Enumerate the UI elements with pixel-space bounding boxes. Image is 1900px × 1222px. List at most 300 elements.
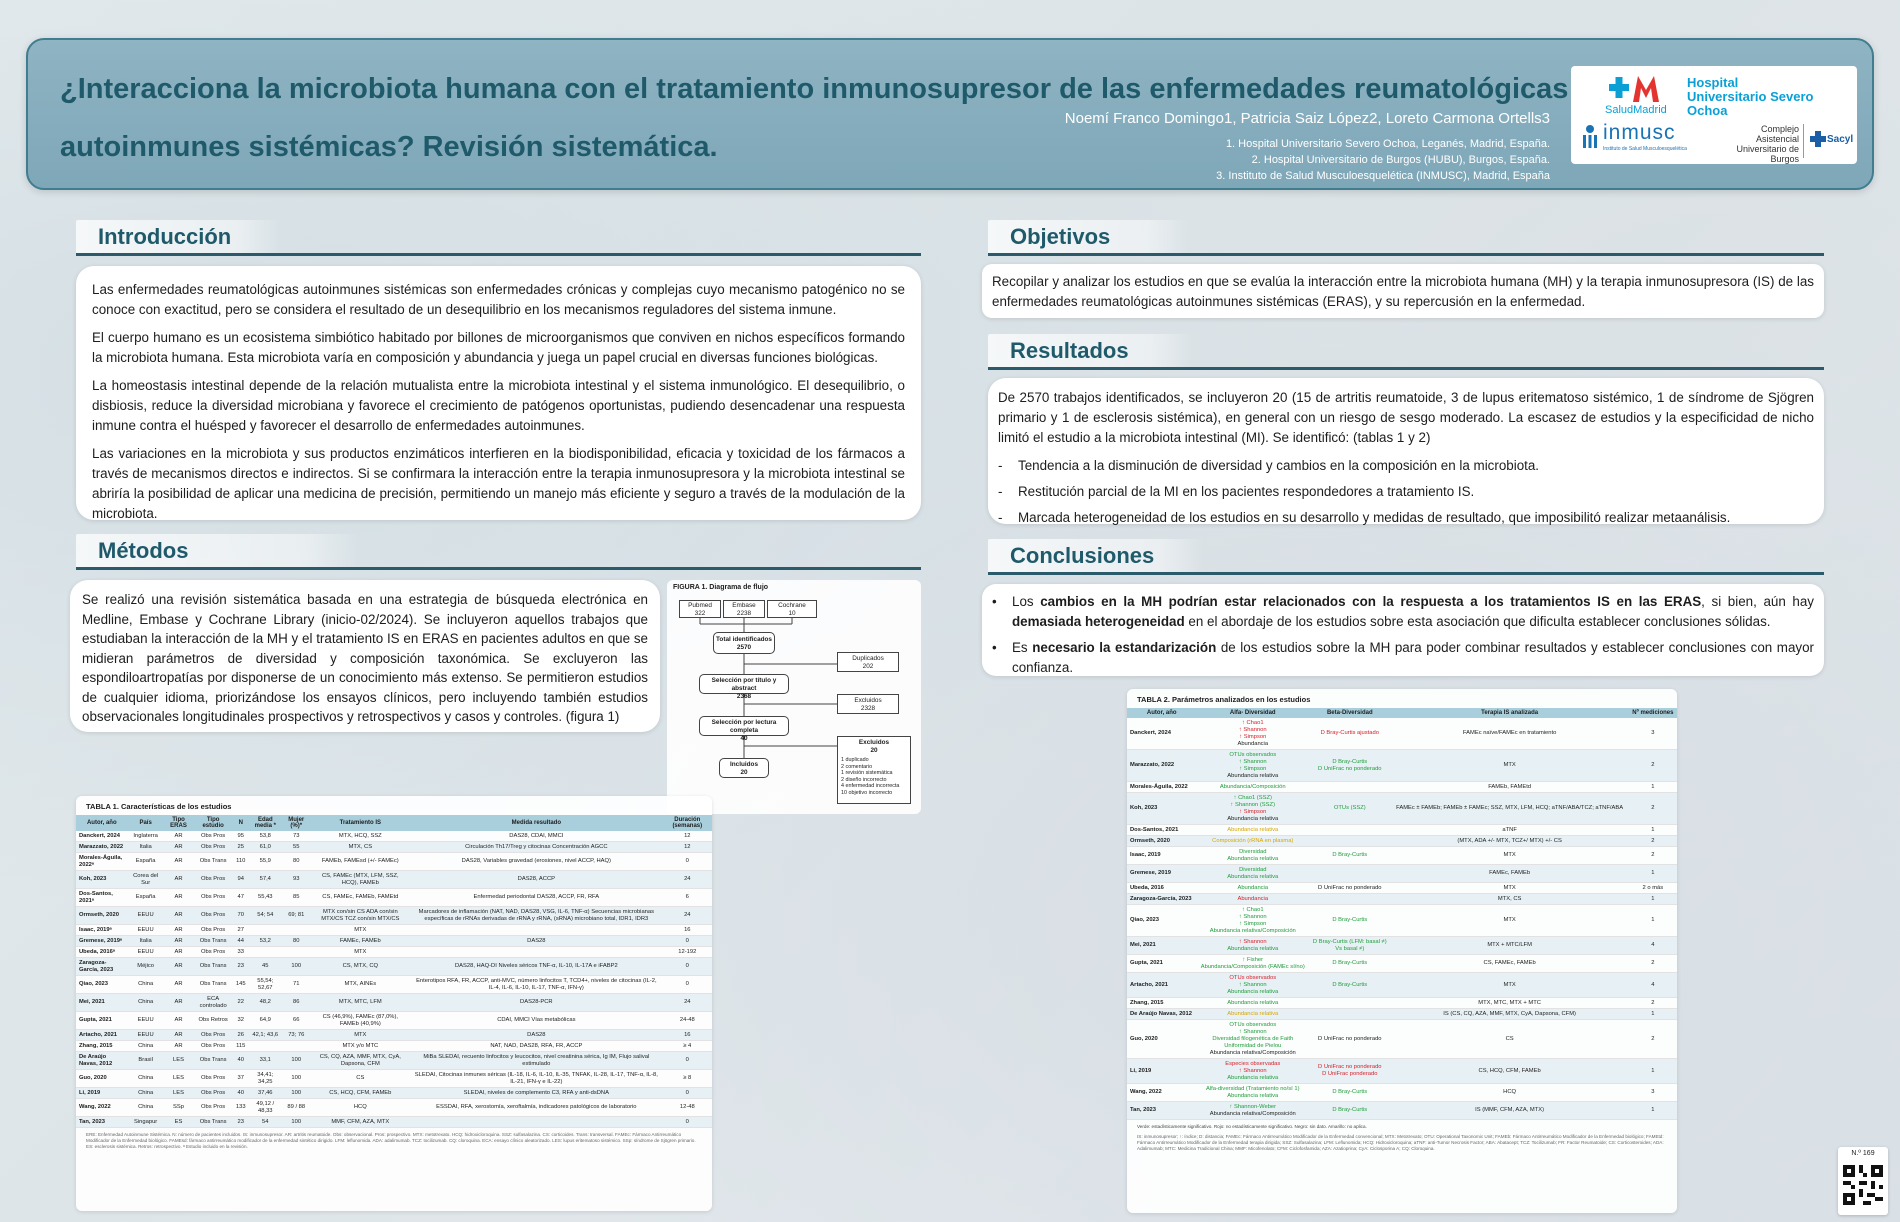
table-1-cell: [282, 947, 311, 958]
table-2-cell: D Bray-Curtis ajustado: [1309, 718, 1391, 750]
table-1-cell: DAS28, ACCP: [410, 871, 663, 889]
affiliations: [1216, 136, 1550, 184]
table-2-cell: CS, FAMEc, FAMEb: [1391, 955, 1629, 973]
resultados-bullet-2: - Restitución parcial de la MI en los pacientes respondedores a tratamiento IS.: [998, 484, 1475, 499]
table-2-cell: D Bray-Curtis: [1309, 1084, 1391, 1102]
flow-source-pubmed: Pubmed 322: [679, 600, 721, 618]
table-2-cell: Artacho, 2021: [1127, 973, 1197, 998]
table-row: [1127, 937, 1677, 955]
table-2-cell: ↑ Shannon-Weber Abundancia relativa/Composición: [1197, 1102, 1310, 1120]
table-1-cell: 86: [282, 994, 311, 1012]
table-row: [1127, 750, 1677, 782]
table-1-cell: 12-192: [663, 947, 712, 958]
table-2-cell: Zhang, 2015: [1127, 998, 1197, 1009]
table-row: [1127, 1102, 1677, 1120]
table-1-cell: 100: [282, 1117, 311, 1128]
table-1-cell: Brasil: [128, 1052, 164, 1070]
flow-diagram: [667, 580, 921, 814]
table-2-cell: Koh, 2023: [1127, 793, 1197, 825]
table-1-cell: 33: [233, 947, 249, 958]
table-2-cell: 2: [1629, 1020, 1677, 1059]
table-2-cell: Guo, 2020: [1127, 1020, 1197, 1059]
table-1-cell: Ubeda, 2016ᵃ: [76, 947, 128, 958]
flow-excluded-1: Excluidos 2328: [837, 694, 899, 714]
table-2-cell: D UniFrac no ponderado: [1309, 883, 1391, 894]
table-row: [1127, 998, 1677, 1009]
table-1-cell: 37: [233, 1070, 249, 1088]
table-2-cell: 1: [1629, 894, 1677, 905]
table-1-cell: 24: [663, 871, 712, 889]
table-1-cell: 24: [663, 907, 712, 925]
table-1-cell: Obs Trans: [193, 1117, 233, 1128]
table-1-cell: Obs Pros: [193, 907, 233, 925]
table-2-cell: FAMEc, FAMEb: [1391, 865, 1629, 883]
table-1-cell: 48,2: [249, 994, 282, 1012]
table-1-cell: Circulación Th17/Treg y citocinas Concentración AGCC: [410, 842, 663, 853]
table-row: [1127, 1084, 1677, 1102]
table-2-cell: CS, HCQ, CFM, FAMEb: [1391, 1059, 1629, 1084]
table-1-cell: AR: [164, 842, 194, 853]
table-1-cell: Guo, 2020: [76, 1070, 128, 1088]
table-1-cell: DAS28: [410, 1030, 663, 1041]
table-2-cell: ↑ Chao1 (SSZ) ↑ Shannon (SSZ) ↑ Simpson Abundancia relativa: [1197, 793, 1310, 825]
table-1-cell: MTX, AINEs: [311, 976, 411, 994]
table-1-cell: [282, 1041, 311, 1052]
table-1-cell: 53,8: [249, 831, 282, 842]
conclusiones-list: [992, 592, 1814, 678]
table-1-cell: Obs Trans: [193, 958, 233, 976]
table-1-cell: EEUU: [128, 925, 164, 936]
flow-identified: Total identificados 2570: [713, 632, 775, 654]
table-1-cell: Marcadores de inflamación (NAT, NAD, DAS28, VSG, IL-6, TNF-α) Secuencias microbianas específicas de rRNAs derivadas de rRNA y rRNA, (sRNA) microbiano total, IDR1, IDR3: [410, 907, 663, 925]
table-1-cell: Obs Trans: [193, 976, 233, 994]
table-2-cell: FAMEc ± FAMEb; FAMEb ± FAMEc; SSZ, MTX, LFM, HCQ; aTNF/ABA/TCZ; aTNF/ABA: [1391, 793, 1629, 825]
table-1-cell: Obs Trans: [193, 853, 233, 871]
table-1-cell: 85: [282, 889, 311, 907]
table-1-cell: 95: [233, 831, 249, 842]
table-2-cell: 3: [1629, 718, 1677, 750]
table-1-cell: 89 / 88: [282, 1099, 311, 1117]
intro-paragraph-3: La homeostasis intestinal depende de la relación mutualista entre la microbiota intestinal y el sistema inmunológico. El desequilibrio, o disbiosis, reduce la diversidad microbiana y favorece el crecimiento de patógenos oportunistas, pudiendo desencadenar una respuesta inmune contra el huésped y favorecer el desarrollo de enfermedades autoinmunes.: [92, 378, 905, 433]
table-2-cell: Ubeda, 2016: [1127, 883, 1197, 894]
inmusc-subtitle: Instituto de Salud Musculoesquelética: [1603, 146, 1687, 152]
table-2-cell: MTX: [1391, 973, 1629, 998]
table-1-cell: AR: [164, 853, 194, 871]
table-1-cell: AR: [164, 925, 194, 936]
table-2-header-cell: Autor, año: [1127, 708, 1197, 718]
table-2-cell: Zaragoza-García, 2023: [1127, 894, 1197, 905]
table-2-cell: 4: [1629, 973, 1677, 998]
table-row: [76, 976, 712, 994]
intro-paragraph-4: Las variaciones en la microbiota y sus productos enzimáticos interfieren en la biodisponibilidad, eficacia y toxicidad de los fármacos a través de mecanismos directos e indirectos. Si se confirmara la interacción entre la terapia inmunosupresora y la microbiota intestinal se abriría la posibilidad de aplicar una medicina de precisión, permitiendo un manejo más eficiente y seguro a través de la modulación de la microbiota.: [92, 446, 905, 521]
section-title-introduccion: Introducción: [76, 220, 281, 254]
table-1-cell: ≥ 8: [663, 1070, 712, 1088]
section-title-conclusiones: Conclusiones: [988, 539, 1203, 573]
table-2-cell: 2: [1629, 955, 1677, 973]
table-1-cell: MTX: [311, 1030, 411, 1041]
table-2-cell: HCQ: [1391, 1084, 1629, 1102]
table-1-cell: 100: [282, 958, 311, 976]
hospital-name: Hospital Universitario Severo Ochoa: [1687, 75, 1814, 118]
table-2-cell: [1309, 836, 1391, 847]
table-1-cell: 16: [663, 1030, 712, 1041]
table-1-cell: Obs Pros: [193, 831, 233, 842]
affiliation-3: 3. Instituto de Salud Musculoesquelética (INMUSC), Madrid, España: [1216, 170, 1550, 182]
table-row: [76, 936, 712, 947]
table-1-cell: 55,9: [249, 853, 282, 871]
table-2-cell: MTX: [1391, 883, 1629, 894]
table-1-cell: [410, 947, 663, 958]
table-row: [1127, 883, 1677, 894]
table-2-cell: OTUs observados ↑ Shannon ↑ Simpson Abundancia relativa: [1197, 750, 1310, 782]
flow-fulltext: Selección por lectura completa 40: [699, 716, 789, 736]
table-2-cell: Abundancia/Composición: [1197, 782, 1310, 793]
table-1-cell: 64,9: [249, 1012, 282, 1030]
table-2-cell: MTX, CS: [1391, 894, 1629, 905]
table-1-cell: 57,4: [249, 871, 282, 889]
table-1-cell: MTX, HCQ, SSZ: [311, 831, 411, 842]
flow-source-embase: Embase 2238: [723, 600, 765, 618]
table-1-cell: AR: [164, 976, 194, 994]
table-row: [76, 947, 712, 958]
table-2-cell: Qiao, 2023: [1127, 905, 1197, 937]
table-1-cell: AR: [164, 958, 194, 976]
table-row: [1127, 718, 1677, 750]
table-row: [76, 871, 712, 889]
sacyl-text: Sacyl: [1827, 134, 1854, 145]
table-2-cell: CS: [1391, 1020, 1629, 1059]
table-1-cell: 145: [233, 976, 249, 994]
resultados-bullet-1: - Tendencia a la disminución de diversidad y cambios en la composición en la microbiota.: [998, 458, 1540, 473]
table-2-cell: 2: [1629, 847, 1677, 865]
table-2-cell: aTNF: [1391, 825, 1629, 836]
table-1-cell: MTX: [311, 947, 411, 958]
table-1-cell: Zhang, 2015: [76, 1041, 128, 1052]
table-2-cell: FAMEb, FAMEtd: [1391, 782, 1629, 793]
table-2-cell: Danckert, 2024: [1127, 718, 1197, 750]
table-1-cell: Ormseth, 2020: [76, 907, 128, 925]
table-1-cell: Méjico: [128, 958, 164, 976]
flow-duplicates: Duplicados 202: [837, 652, 899, 672]
inmusc-logo-icon: [1579, 124, 1601, 155]
table-1-cell: 42,1; 43,6: [249, 1030, 282, 1041]
qr-code-icon[interactable]: [1843, 1165, 1883, 1205]
table-1-cell: CS, MTX, CQ: [311, 958, 411, 976]
table-1-cell: 33,1: [249, 1052, 282, 1070]
table-2-cell: 1: [1629, 1102, 1677, 1120]
flow-diagram-title: FIGURA 1. Diagrama de flujo: [673, 584, 769, 591]
table-row: [76, 958, 712, 976]
table-2-cell: 2: [1629, 793, 1677, 825]
table-1-cell: SLEDAI, Citocinas inmunes séricas (IL-18, IL-6, IL-10, IL-35, TNFAK, IL-28, IL-17, TNF-α, IL-8, IL-21, IFN-γ e IL-22): [410, 1070, 663, 1088]
affiliation-1: 1. Hospital Universitario Severo Ochoa, Leganés, Madrid, España.: [1225, 138, 1550, 150]
objetivos-text: Recopilar y analizar los estudios en que se evalúa la interacción entre la microbiota humana (MH) y la terapia inmunosupresora (IS) de las enfermedades reumatológicas autoinmunes sistémicas (ERAS), y su repercusión en la enfermedad.: [992, 274, 1814, 309]
conclusiones-bullet-2: • Es necesario la estandarización de los estudios sobre la MH para poder combinar resultados y establecer conclusiones con mayor confianza.: [992, 640, 1814, 675]
section-title-metodos: Métodos: [76, 534, 361, 568]
table-1-cell: 61,0: [249, 842, 282, 853]
table-1-cell: 0: [663, 976, 712, 994]
sacyl-cross-icon: [1809, 130, 1827, 153]
conclusiones-bullet-1: • Los cambios en la MH podrían estar relacionados con la respuesta a los tratamientos IS en las ERAS, si bien, aún hay demasiada heterogeneidad en el abordaje de los estudios sobre esta asociación que dificulta establecer conclusiones sólidas.: [992, 594, 1814, 629]
table-1-cell: [249, 1041, 282, 1052]
burgos-name: Complejo Asistencial Universitario de Burgos: [1736, 124, 1799, 164]
resultados-list: [998, 456, 1814, 528]
table-1-cell: Obs Pros: [193, 871, 233, 889]
table-1-cell: AR: [164, 871, 194, 889]
table-1-cell: Morales-Águila, 2022ᵃ: [76, 853, 128, 871]
table-2-cell: Wang, 2022: [1127, 1084, 1197, 1102]
table-1: [76, 796, 712, 1211]
table-1-cell: MTX, MTC, LFM: [311, 994, 411, 1012]
table-1-cell: 70: [233, 907, 249, 925]
table-2-cell: 3: [1629, 1084, 1677, 1102]
flow-included: Incluidos 20: [719, 758, 769, 778]
table-1-cell: China: [128, 1041, 164, 1052]
table-1-cell: EEUU: [128, 1012, 164, 1030]
table-1-cell: AR: [164, 1012, 194, 1030]
inmusc-text: inmusc: [1603, 121, 1676, 144]
table-2-cell: [1309, 865, 1391, 883]
introduccion-box: [76, 266, 921, 520]
resultados-box: [988, 378, 1824, 524]
authors: Noemí Franco Domingo1, Patricia Saiz López2, Loreto Carmona Ortells3: [1064, 110, 1550, 127]
table-1-cell: FAMEc, FAMEb: [311, 936, 411, 947]
table-1-cell: SLEDAI, niveles de complemento C3, RFA y anti-dsDNA: [410, 1088, 663, 1099]
table-2-cell: 2: [1629, 750, 1677, 782]
table-1-cell: 73; 76: [282, 1030, 311, 1041]
table-1-cell: 24: [663, 994, 712, 1012]
table-row: [1127, 793, 1677, 825]
table-1-cell: 69; 81: [282, 907, 311, 925]
table-1-cell: 110: [233, 853, 249, 871]
table-2-cell: Especies observadas ↑ Shannon Abundancia relativa: [1197, 1059, 1310, 1084]
table-1-cell: Mei, 2021: [76, 994, 128, 1012]
table-row: [1127, 825, 1677, 836]
table-row: [76, 1041, 712, 1052]
table-1-cell: Wang, 2022: [76, 1099, 128, 1117]
metodos-box: [70, 580, 660, 732]
table-1-cell: Li, 2019: [76, 1088, 128, 1099]
table-1-header-cell: Mujer (%)*: [282, 815, 311, 831]
table-2-cell: 1: [1629, 1009, 1677, 1020]
table-2-cell: Alfa-diversidad (Tratamiento no/sí 1) Abundancia relativa: [1197, 1084, 1310, 1102]
table-1-cell: 0: [663, 1088, 712, 1099]
table-1-cell: DAS28, Variables gravedad (erosiones, nivel ACCP, HAQ): [410, 853, 663, 871]
table-1-cell: 100: [282, 1088, 311, 1099]
section-line-conclusiones: [988, 572, 1824, 575]
poster-id-card: [1838, 1147, 1888, 1215]
table-2-cell: [1309, 1009, 1391, 1020]
table-1-cell: [249, 925, 282, 936]
table-1-cell: 0: [663, 1052, 712, 1070]
table-1-cell: Singapur: [128, 1117, 164, 1128]
conclusiones-box: [982, 584, 1824, 676]
table-1-cell: EEUU: [128, 947, 164, 958]
table-row: [76, 1030, 712, 1041]
table-1-cell: 71: [282, 976, 311, 994]
table-2-cell: [1309, 998, 1391, 1009]
metodos-text: Se realizó una revisión sistemática basada en una estrategia de búsqueda electrónica en Medline, Embase y Cochrane Library (inicio-02/2024). Se incluyeron aquellos trabajos que estudiaban la interacción de la MH y el tratamiento IS en ERAS en pacientes adultos en que se midieran parámetros de diversidad y composición taxonómica. Se excluyeron las espondiloartropatías por disponerse de un conocimiento más extenso. Se permitieron estudios de cualquier idioma, priorizándose los ensayos clínicos, pero incluyendo también estudios observacionales longitudinales prospectivos y retrospectivos y casos y controles. (figura 1): [82, 592, 648, 724]
table-1-cell: 44: [233, 936, 249, 947]
institution-logos: [1571, 66, 1857, 164]
resultados-text: De 2570 trabajos identificados, se incluyeron 20 (15 de artritis reumatoide, 3 de lupus eritematoso sistémico, 1 de síndrome de Sjögren primario y 1 de esclerosis sistémica), en general con un riesgo de sesgo moderado. La escasez de estudios y la especificidad de nicho limitó el estudio a la microbiota intestinal (MI). Se identificó: (tablas 1 y 2): [998, 390, 1814, 445]
table-1-cell: MMF, CFM, AZA, MTX: [311, 1117, 411, 1128]
table-1-cell: 73: [282, 831, 311, 842]
table-2-legend: Verde: estadísticamente significativo. Rojo: no estadísticamente significativo. Negro: sin dato. Amarillo: no aplica.: [1137, 1124, 1367, 1129]
table-1-cell: CS (46,9%), FAMEc (87,0%), FAMEb (40,9%): [311, 1012, 411, 1030]
table-1-cell: CS, HCQ, CFM, FAMEb: [311, 1088, 411, 1099]
table-1-cell: [410, 925, 663, 936]
table-1-cell: CS, FAMEc, FAMEb, FAMEtd: [311, 889, 411, 907]
table-1-cell: DAS28, CDAI, MMCI: [410, 831, 663, 842]
table-2-cell: IS (CS, CQ, AZA, MMF, MTX, CyA, Dapsona, CFM): [1391, 1009, 1629, 1020]
table-1-cell: Italia: [128, 842, 164, 853]
table-2-cell: D Bray-Curtis: [1309, 905, 1391, 937]
table-1-footnote: ERE: Enfermedad Autoinmune Sistémica. N: número de pacientes incluidos. IS: inmunosupresor. AR: artritis reumatoide. Obs: observacional. Pros: prospectivo. MTX: metotrexato. HCQ: hidroxicloroquina. SSZ: sulfasalazina. CS: corticoides. Trans: transversal. FAMEc: Fármaco Antirreumático Modificador de la Enfermedad biológico. FAMEsd: fármaco antirreumático modificador de la enfermedad sintético dirigido. LFM: leflunomida. ADA: adalimumab. TCZ: tocilizumab. CQ: cloroquina. ECA: ensayo clínico aleatorizado. LES: lupus eritematoso sistémico. SSp: síndrome de Sjögren primario. ES: esclerosis sistémica. Retros: retrospectivo. ᵃ Estudio incluido en la revisión.: [86, 1132, 696, 1149]
table-1-cell: Isaac, 2019ᵃ: [76, 925, 128, 936]
table-1-cell: Obs Pros: [193, 1099, 233, 1117]
table-1-cell: 55: [282, 842, 311, 853]
table-2-cell: [1309, 894, 1391, 905]
table-1-cell: Obs Pros: [193, 947, 233, 958]
table-2-cell: MTX: [1391, 847, 1629, 865]
table-1-cell: CS, FAMEc (MTX, LFM, SSZ, HCQ), FAMEb: [311, 871, 411, 889]
table-1-cell: 66: [282, 1012, 311, 1030]
table-1-header-cell: Tipo estudio: [193, 815, 233, 831]
table-1-header-cell: Tratamiento IS: [311, 815, 411, 831]
table-2-cell: Morales-Águila, 2022: [1127, 782, 1197, 793]
table-1-cell: 55,54; 52,67: [249, 976, 282, 994]
table-1-cell: AR: [164, 1030, 194, 1041]
table-1-cell: AR: [164, 936, 194, 947]
table-2-cell: De Araújo Navas, 2012: [1127, 1009, 1197, 1020]
table-row: [1127, 836, 1677, 847]
table-1-cell: Tan, 2023: [76, 1117, 128, 1128]
table-1-cell: Qiao, 2023: [76, 976, 128, 994]
table-1-cell: DAS28-PCR: [410, 994, 663, 1012]
table-1-cell: AR: [164, 831, 194, 842]
table-2-cell: Abundancia: [1197, 894, 1310, 905]
table-2-cell: FAMEc naïve/FAMEc en tratamiento: [1391, 718, 1629, 750]
table-2-header-cell: Nº mediciones: [1629, 708, 1677, 718]
table-1-cell: 94: [233, 871, 249, 889]
table-2-cell: Composición (rRNA en plasma): [1197, 836, 1310, 847]
section-line-objetivos: [988, 253, 1824, 256]
table-row: [76, 1052, 712, 1070]
table-1-cell: NAT, NAD, DAS28, RFA, FR, ACCP: [410, 1041, 663, 1052]
table-row: [76, 907, 712, 925]
salud-madrid-text: SaludMadrid: [1605, 104, 1667, 116]
table-1-cell: 34,41; 34,25: [249, 1070, 282, 1088]
table-1-cell: 0: [663, 958, 712, 976]
table-1-cell: China: [128, 994, 164, 1012]
table-1-cell: Obs Retros: [193, 1012, 233, 1030]
table-1-cell: 0: [663, 853, 712, 871]
table-2-cell: Abundancia: [1197, 883, 1310, 894]
table-1-cell: FAMEb, FAMEsd (+/- FAMEc): [311, 853, 411, 871]
table-1-cell: AR: [164, 889, 194, 907]
table-1-cell: [282, 925, 311, 936]
table-2-cell: OTUs observados ↑ Shannon Abundancia relativa: [1197, 973, 1310, 998]
table-1-cell: 12-48: [663, 1099, 712, 1117]
poster-number: N.º 169: [1851, 1150, 1875, 1157]
table-1-cell: 93: [282, 871, 311, 889]
table-1-cell: China: [128, 976, 164, 994]
table-2-title: TABLA 2. Parámetros analizados en los estudios: [1137, 695, 1311, 704]
table-row: [76, 1070, 712, 1088]
table-1-cell: ES: [164, 1117, 194, 1128]
table-1-cell: Italia: [128, 936, 164, 947]
table-1-header-cell: Duración (semanas): [663, 815, 712, 831]
table-1-cell: China: [128, 1099, 164, 1117]
table-1-cell: 24-48: [663, 1012, 712, 1030]
table-2-cell: D Bray-Curtis D UniFrac no ponderado: [1309, 750, 1391, 782]
table-2-cell: Marazzato, 2022: [1127, 750, 1197, 782]
logo-divider: [1803, 124, 1804, 158]
table-2-cell: OTUs (SSZ): [1309, 793, 1391, 825]
table-row: [1127, 955, 1677, 973]
table-1-cell: SSp: [164, 1099, 194, 1117]
table-2-cell: D Bray-Curtis (LFM: basal ≠) Vs basal ≠): [1309, 937, 1391, 955]
table-1-cell: 27: [233, 925, 249, 936]
section-title-objetivos: Objetivos: [988, 220, 1188, 254]
table-1-cell: DAS28, HAQ-DI Niveles séricos TNF-α, IL-10, IL-17A e iFABP2: [410, 958, 663, 976]
table-row: [1127, 782, 1677, 793]
table-row: [1127, 847, 1677, 865]
table-2-header-cell: Beta-Diversidad: [1309, 708, 1391, 718]
table-row: [1127, 1009, 1677, 1020]
table-2-cell: 1: [1629, 825, 1677, 836]
table-1-title: TABLA 1. Características de los estudios: [86, 802, 232, 811]
table-2-cell: Dos-Santos, 2021: [1127, 825, 1197, 836]
table-2-cell: OTUs observados ↑ Shannon Diversidad filogenética de Faith Uniformidad de Pielou Abundancia relativa/Composición: [1197, 1020, 1310, 1059]
table-2-cell: D Bray-Curtis: [1309, 955, 1391, 973]
table-1-cell: 47: [233, 889, 249, 907]
table-2-cell: ↑ Fisher Abundancia/Composición (FAMEc sí/no): [1197, 955, 1310, 973]
table-1-cell: Corea del Sur: [128, 871, 164, 889]
table-row: [1127, 1020, 1677, 1059]
table-2-cell: D UniFrac no ponderado: [1309, 1020, 1391, 1059]
table-1-cell: 80: [282, 853, 311, 871]
table-2-cell: (MTX, ADA +/- MTX, TCZ+/ MTX) +/- CS: [1391, 836, 1629, 847]
table-1-cell: Obs Trans: [193, 1052, 233, 1070]
table-1-cell: Dos-Santos, 2021ᵃ: [76, 889, 128, 907]
table-1-cell: 80: [282, 936, 311, 947]
table-1-cell: MTX y/o MTC: [311, 1041, 411, 1052]
table-1-cell: LES: [164, 1088, 194, 1099]
table-1-cell: 0: [663, 1117, 712, 1128]
table-1-cell: Obs Pros: [193, 889, 233, 907]
table-2-cell: Isaac, 2019: [1127, 847, 1197, 865]
table-1-cell: ≥ 4: [663, 1041, 712, 1052]
table-2-cell: Diversidad Abundancia relativa: [1197, 865, 1310, 883]
table-1-header-cell: País: [128, 815, 164, 831]
table-1-cell: LES: [164, 1070, 194, 1088]
table-1-cell: MiBa SLEDAI, recuento linfocitos y leucocitos, nivel creatinina sérica, Ig IM, Flujo salival estimulado: [410, 1052, 663, 1070]
intro-paragraph-2: El cuerpo humano es un ecosistema simbiótico habitado por billones de microorganismos que conviven en nichos específicos formando la microbiota humana. Esta microbiota varía en composición y abundancia y juega un papel crucial en diversas funciones biológicas.: [92, 330, 905, 365]
table-1-cell: 25: [233, 842, 249, 853]
table-1-cell: China: [128, 1070, 164, 1088]
table-row: [1127, 1059, 1677, 1084]
table-1-cell: [410, 1117, 663, 1128]
table-1-cell: ECA controlado: [193, 994, 233, 1012]
table-row: [1127, 905, 1677, 937]
table-1-cell: España: [128, 889, 164, 907]
intro-paragraph-1: Las enfermedades reumatológicas autoinmunes sistémicas son enfermedades crónicas y complejas cuyo mecanismo patogénico no se conoce con exactitud, pero se considera el resultado de un desequilibrio en los mecanismos reguladores del sistema inmune.: [92, 282, 905, 317]
table-1-cell: MTX con/sin CS ADA con/sin MTX/CS TCZ con/sin MTX/CS: [311, 907, 411, 925]
table-1-cell: AR: [164, 947, 194, 958]
table-1-cell: Enterotipos RFA, FR, ACCP, anti-MVC, número linfocitos T, TCD4+, niveles de citocinas (IL-2, IL-4, IL-6, IL-10, IL-17, TNF-α, IFN-γ): [410, 976, 663, 994]
